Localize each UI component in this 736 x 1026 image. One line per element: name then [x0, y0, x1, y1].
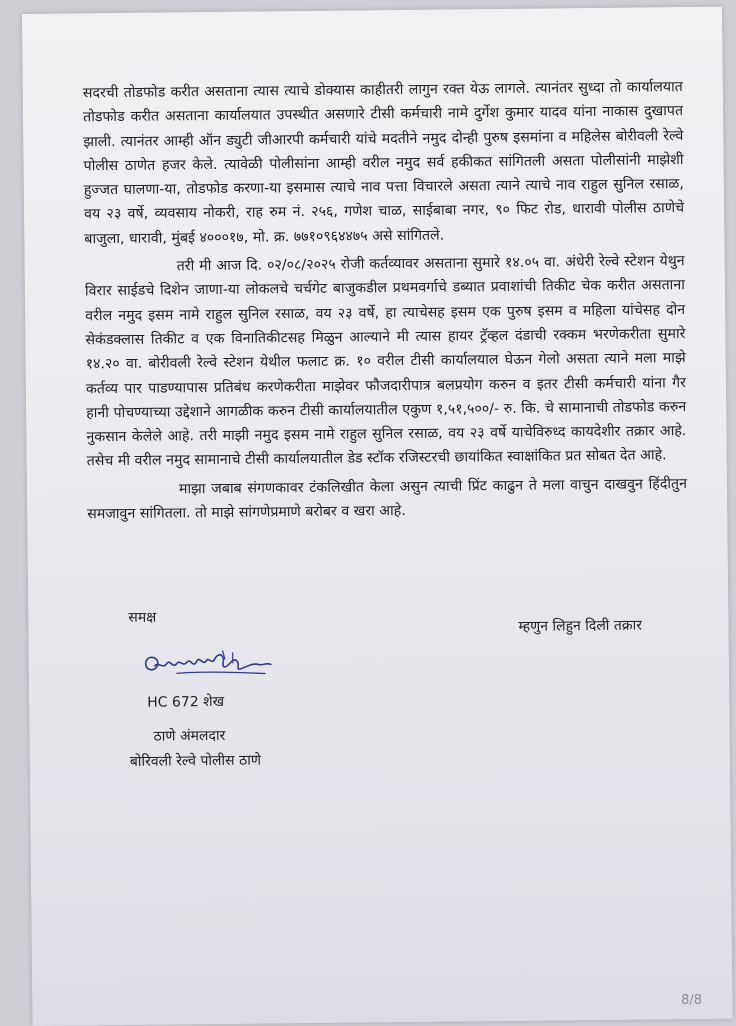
paragraph-2: तरी मी आज दि. ०२/०८/२०२५ रोजी कर्तव्यावर असताना सुमारे १४.०५ वा. अंधेरी रेल्वे स्टेशन येथुन विरार साईडचे दिशेन जाणा-या लोकलचे चर्चगेट बाजुकडील प्रथमवर्गाचे डब्यात प्रवाशांची तिकीट चेक करीत असताना वरील नमुद इसम नामे राहुल सुनिल रसाळ, वय २३ वर्षे, हा त्याचेसह इसम एक पुरुष इसम व महिला यांचेसह दोन सेकंडक्लास तिकीट व एक विनातिकीटसह मिळुन आल्याने मी त्यास हायर ट्रॅव्हल दंडाची रक्कम भरणेकरीता सुमारे १४.२० वा. बोरीवली रेल्वे स्टेशन येथील फलाट क्र. १० वरील टीसी कार्यालयाल घेऊन गेलो असता त्याने मला माझे कर्तव्य पार पाडण्यापास प्रतिबंध करणेकरीता माझेवर फौजदारीपात्र बलप्रयोग करुन व इतर टीसी कर्मचारी यांना गैर हानी पोचण्याच्या उद्देशाने आगळीक करुन टीसी कार्यालयातील एकुण १,५१,५००/- रु. कि. चे सामानाची तोडफोड करुन नुकसान केलेले आहे. तरी माझी नमुद इसम नामे राहुल सुनिल रसाळ, वय २३ वर्षे याचेविरुध्द कायदेशीर तक्रार आहे. तसेच मी वरील नमुद सामानाचे टीसी कार्यालयातील डेड स्टॉक रजिस्टरची छायांकित स्वाक्षांकित प्रत सोबत देत आहे.	[84, 253, 687, 470]
closing-line: म्हणुन लिहुन दिली तक्रार	[518, 617, 643, 635]
paragraph-1: सदरची तोडफोड करीत असताना त्यास त्याचे डोक्यास काहीतरी लागुन रक्त येऊ लागले. त्यानंतर सुध्दा तो कार्यालयात तोडफोड करीत असताना कार्यालयात उपस्थीत असणारे टीसी कर्मचारी नामे दुर्गेश कुमार यादव यांना नाकास दुखापत झाली. त्यानंतर आम्ही ऑन ड्युटी जीआरपी कर्मचारी यांचे मदतीने नमुद दोन्ही पुरुष इसमांना व महिलेस बोरीवली रेल्वे पोलीस ठाणेत हजर केले. त्यावेळी पोलीसांना आम्ही वरील नमुद सर्व हकीकत सांगितली असता पोलीसांनी माझेशी हुज्जत घालणा-या, तोडफोड करणा-या इसमास त्याचे नाव पत्ता विचारले असता त्याने त्याचे नाव राहुल सुनिल रसाळ, वय २३ वर्षे, व्यवसाय नोकरी, राह रुम नं. २५६, गणेश चाळ, साईबाबा नगर, ९० फिट रोड, धारावी पोलीस ठाणेचे बाजुला, धारावी, मुंबई ४०००१७, मो. क्र. ७७१०९६४४७५ असे सांगितले.	[82, 79, 685, 248]
officer-title: ठाणे अंमलदार	[153, 727, 226, 745]
page-number: 8/8	[681, 993, 702, 1008]
officer-block	[129, 724, 261, 775]
samaksh-label: समक्ष	[128, 609, 157, 626]
handwritten-signature	[137, 644, 277, 689]
signatory-name: HC 672 शेख	[147, 693, 225, 711]
officer-station: बोरिवली रेल्वे पोलीस ठाणे	[129, 752, 262, 770]
document-page	[22, 7, 733, 1026]
complaint-body	[83, 75, 688, 531]
paragraph-3: माझा जबाब संगणकावर टंकलिखीत केला असुन त्याची प्रिंट काढुन ते मला वाचुन दाखवुन हिंदीतुन समजावुन सांगितला. तो माझे सांगणेप्रमाणे बरोबर व खरा आहे.	[87, 475, 688, 523]
